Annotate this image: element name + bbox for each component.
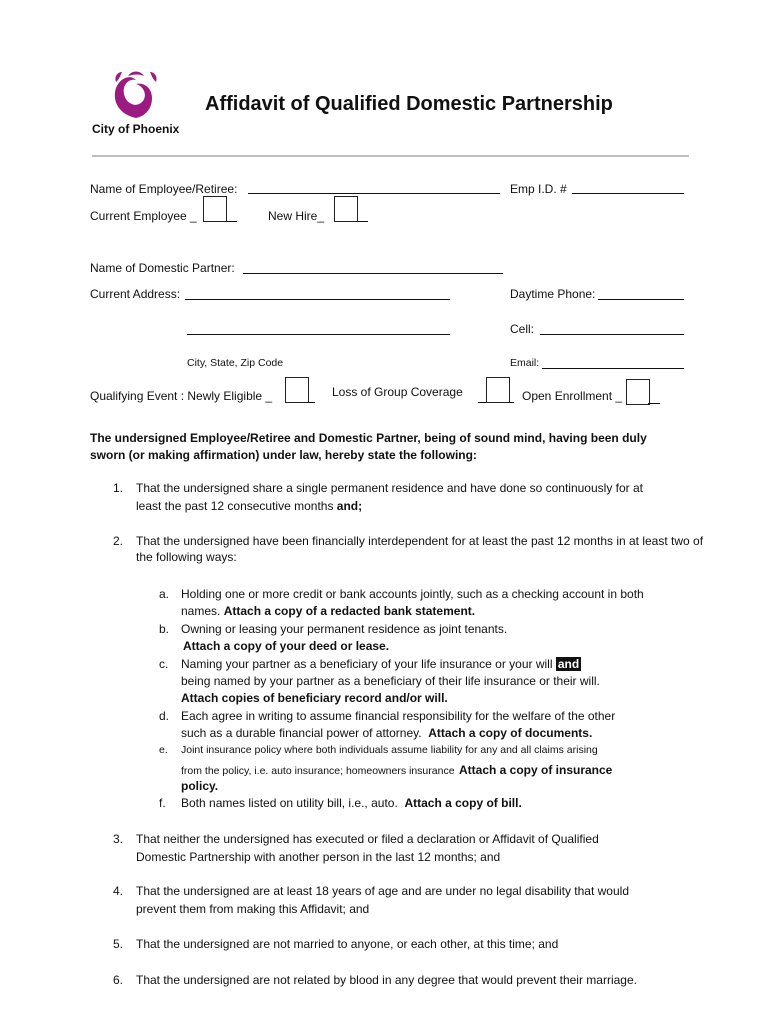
page-title: Affidavit of Qualified Domestic Partnership [205, 93, 613, 115]
qualifying-event-label: Qualifying Event : Newly Eligible _ [90, 389, 273, 403]
item-1-line-1: That the undersigned share a single permanent residence and have done so continuously for at [136, 481, 643, 495]
cell-field[interactable] [540, 334, 684, 335]
item-1-bold: and; [336, 499, 363, 513]
sub-c-line-1 [181, 657, 581, 671]
daytime-phone-label: Daytime Phone: [510, 287, 596, 301]
sub-b-label: b. [159, 622, 170, 636]
sub-f-line-1 [181, 796, 522, 810]
sub-e-label: e. [159, 744, 168, 756]
address-field[interactable] [185, 299, 450, 300]
employee-name-field[interactable] [248, 193, 500, 194]
sub-d-text: such as a durable financial power of attorney. [181, 726, 422, 740]
item-5-line-1: That the undersigned are not married to anyone, or each other, at this time; and [136, 937, 559, 951]
sub-d-line-1: Each agree in writing to assume financial responsibility for the welfare of the other [181, 709, 616, 723]
loss-coverage-underline-left [478, 402, 486, 403]
open-enrollment-checkbox[interactable] [626, 379, 650, 405]
current-employee-checkbox[interactable] [203, 196, 227, 222]
item-1-line-2 [136, 499, 362, 513]
sub-a-line-1: Holding one or more credit or bank accounts jointly, such as a checking account in both [181, 587, 644, 601]
sub-f-label: f. [159, 796, 166, 810]
sub-c-line-2: being named by your partner as a beneficiary of their life insurance or their will. [181, 674, 600, 688]
org-name: City of Phoenix [92, 122, 180, 136]
newly-eligible-checkbox[interactable] [285, 377, 309, 403]
item-3-line-1: That neither the undersigned has executed or filed a declaration or Affidavit of Qualified [136, 832, 599, 846]
open-enrollment-label: Open Enrollment _ [522, 389, 623, 403]
intro-line-1: The undersigned Employee/Retiree and Domestic Partner, being of sound mind, having been duly [90, 431, 647, 445]
email-field[interactable] [542, 368, 684, 369]
sub-c-highlight: and [557, 657, 580, 671]
sub-a-bold: Attach a copy of a redacted bank statement. [223, 604, 476, 618]
sub-a-label: a. [159, 587, 170, 601]
loss-coverage-checkbox[interactable] [486, 377, 510, 403]
employee-name-label: Name of Employee/Retiree: [90, 182, 238, 196]
address-label: Current Address: [90, 287, 181, 301]
sub-f-bold: Attach a copy of bill. [404, 796, 522, 810]
city-logo [108, 68, 164, 120]
sub-e-text: from the policy, i.e. auto insurance; homeowners insurance [181, 765, 455, 777]
sub-d-line-2 [181, 726, 592, 740]
sub-c-bold: Attach copies of beneficiary record and/or will. [181, 691, 448, 705]
sub-e-line-1: Joint insurance policy where both individuals assume liability for any and all claims arising [181, 744, 598, 756]
current-employee-label: Current Employee _ [90, 209, 197, 223]
address-line2-field[interactable] [187, 334, 450, 335]
item-3-number: 3. [113, 832, 124, 846]
daytime-phone-field[interactable] [598, 299, 684, 300]
emp-id-field[interactable] [572, 193, 684, 194]
sub-a-line-2 [181, 604, 475, 618]
current-employee-underline [225, 221, 237, 222]
intro-line-2: sworn (or making affirmation) under law, hereby state the following: [90, 448, 477, 462]
item-2-line-2: the following ways: [136, 550, 237, 564]
emp-id-label: Emp I.D. # [510, 182, 567, 196]
newly-eligible-underline [307, 402, 315, 403]
sub-c-label: c. [159, 657, 169, 671]
partner-name-label: Name of Domestic Partner: [90, 261, 235, 275]
cell-label: Cell: [510, 322, 535, 336]
sub-e-bold-1: Attach a copy of insurance [458, 763, 613, 777]
item-5-number: 5. [113, 937, 124, 951]
sub-e-line-2 [181, 761, 612, 779]
item-6-line-1: That the undersigned are not related by blood in any degree that would prevent their marriage. [136, 973, 637, 987]
item-3-line-2: Domestic Partnership with another person in the last 12 months; and [136, 850, 501, 864]
open-enrollment-underline [648, 403, 660, 404]
item-2-line-1: That the undersigned have been financially interdependent for at least the past 12 months in at least two of [136, 534, 704, 548]
sub-f-text: Both names listed on utility bill, i.e., auto. [181, 796, 398, 810]
sub-b-bold: Attach a copy of your deed or lease. [183, 639, 390, 653]
new-hire-underline [356, 221, 368, 222]
sub-e-bold-2: policy. [181, 779, 219, 793]
loss-coverage-underline-right [508, 402, 514, 403]
item-1-number: 1. [113, 481, 124, 495]
sub-b-line-1: Owning or leasing your permanent residence as joint tenants. [181, 622, 508, 636]
sub-d-bold: Attach a copy of documents. [428, 726, 593, 740]
email-label: Email: [510, 357, 540, 369]
new-hire-label: New Hire_ [268, 209, 325, 223]
loss-coverage-label: Loss of Group Coverage [332, 385, 463, 399]
item-1-text: least the past 12 consecutive months [136, 499, 334, 513]
item-6-number: 6. [113, 973, 124, 987]
city-state-zip-label: City, State, Zip Code [187, 357, 284, 369]
item-4-number: 4. [113, 884, 124, 898]
item-4-line-1: That the undersigned are at least 18 years of age and are under no legal disability that would [136, 884, 629, 898]
sub-a-text: names. [181, 604, 221, 618]
sub-c-text: Naming your partner as a beneficiary of your life insurance or your will [181, 657, 553, 671]
new-hire-checkbox[interactable] [334, 196, 358, 222]
phoenix-bird-logo-icon [108, 68, 164, 120]
partner-name-field[interactable] [243, 273, 503, 274]
item-4-line-2: prevent them from making this Affidavit; and [136, 902, 370, 916]
header-divider [92, 155, 689, 157]
sub-d-label: d. [159, 709, 170, 723]
item-2-number: 2. [113, 534, 124, 548]
